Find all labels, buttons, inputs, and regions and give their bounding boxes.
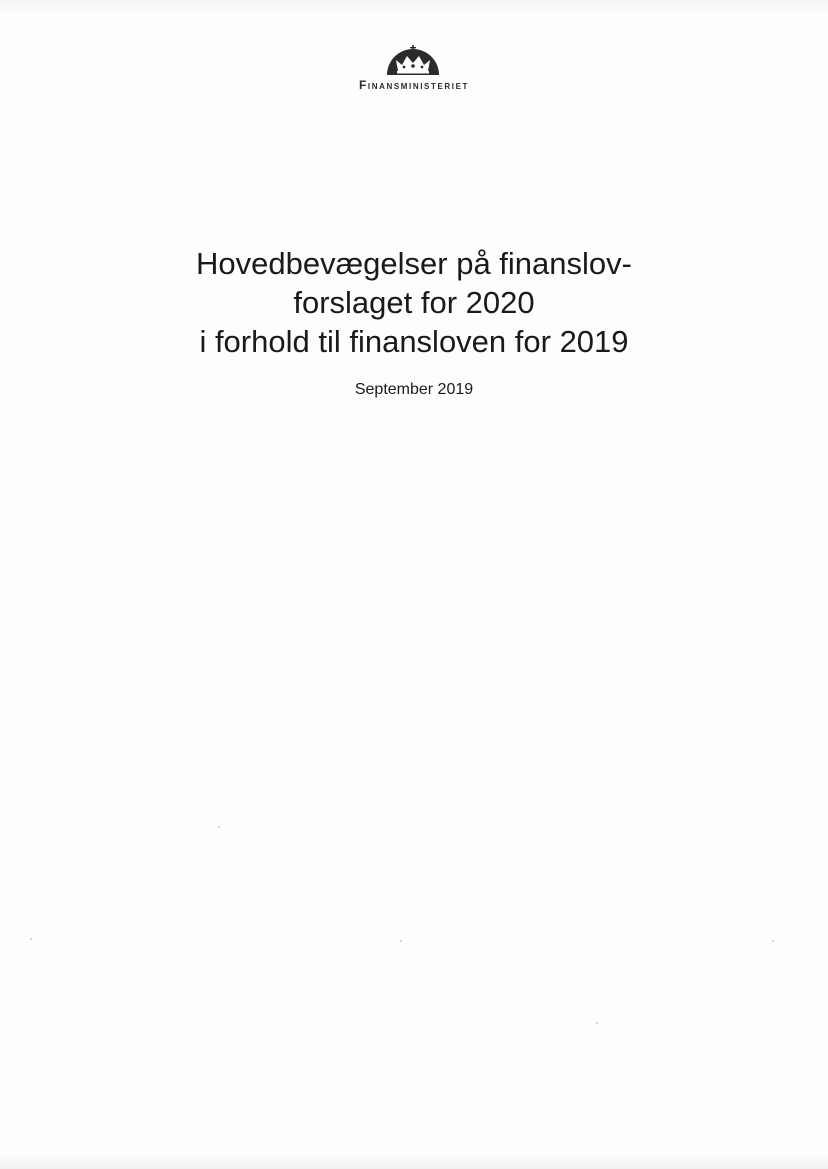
scan-edge-top [0, 0, 828, 14]
title-line-1: Hovedbevægelser på finanslov- [196, 246, 632, 281]
logo-text: Finansministeriet [358, 78, 470, 92]
ministry-logo [326, 44, 502, 96]
crown-icon [384, 44, 442, 76]
title-line-3: i forhold til finansloven for 2019 [199, 324, 629, 359]
scan-speck [400, 940, 402, 942]
scan-speck [772, 940, 774, 942]
page-title [114, 244, 714, 361]
scan-edge-bottom [0, 1153, 828, 1169]
scan-speck [596, 1022, 598, 1024]
scan-speck [30, 938, 32, 940]
document-date: September 2019 [354, 381, 474, 398]
title-line-2: forslaget for 2020 [293, 285, 535, 320]
scan-speck [218, 826, 220, 828]
